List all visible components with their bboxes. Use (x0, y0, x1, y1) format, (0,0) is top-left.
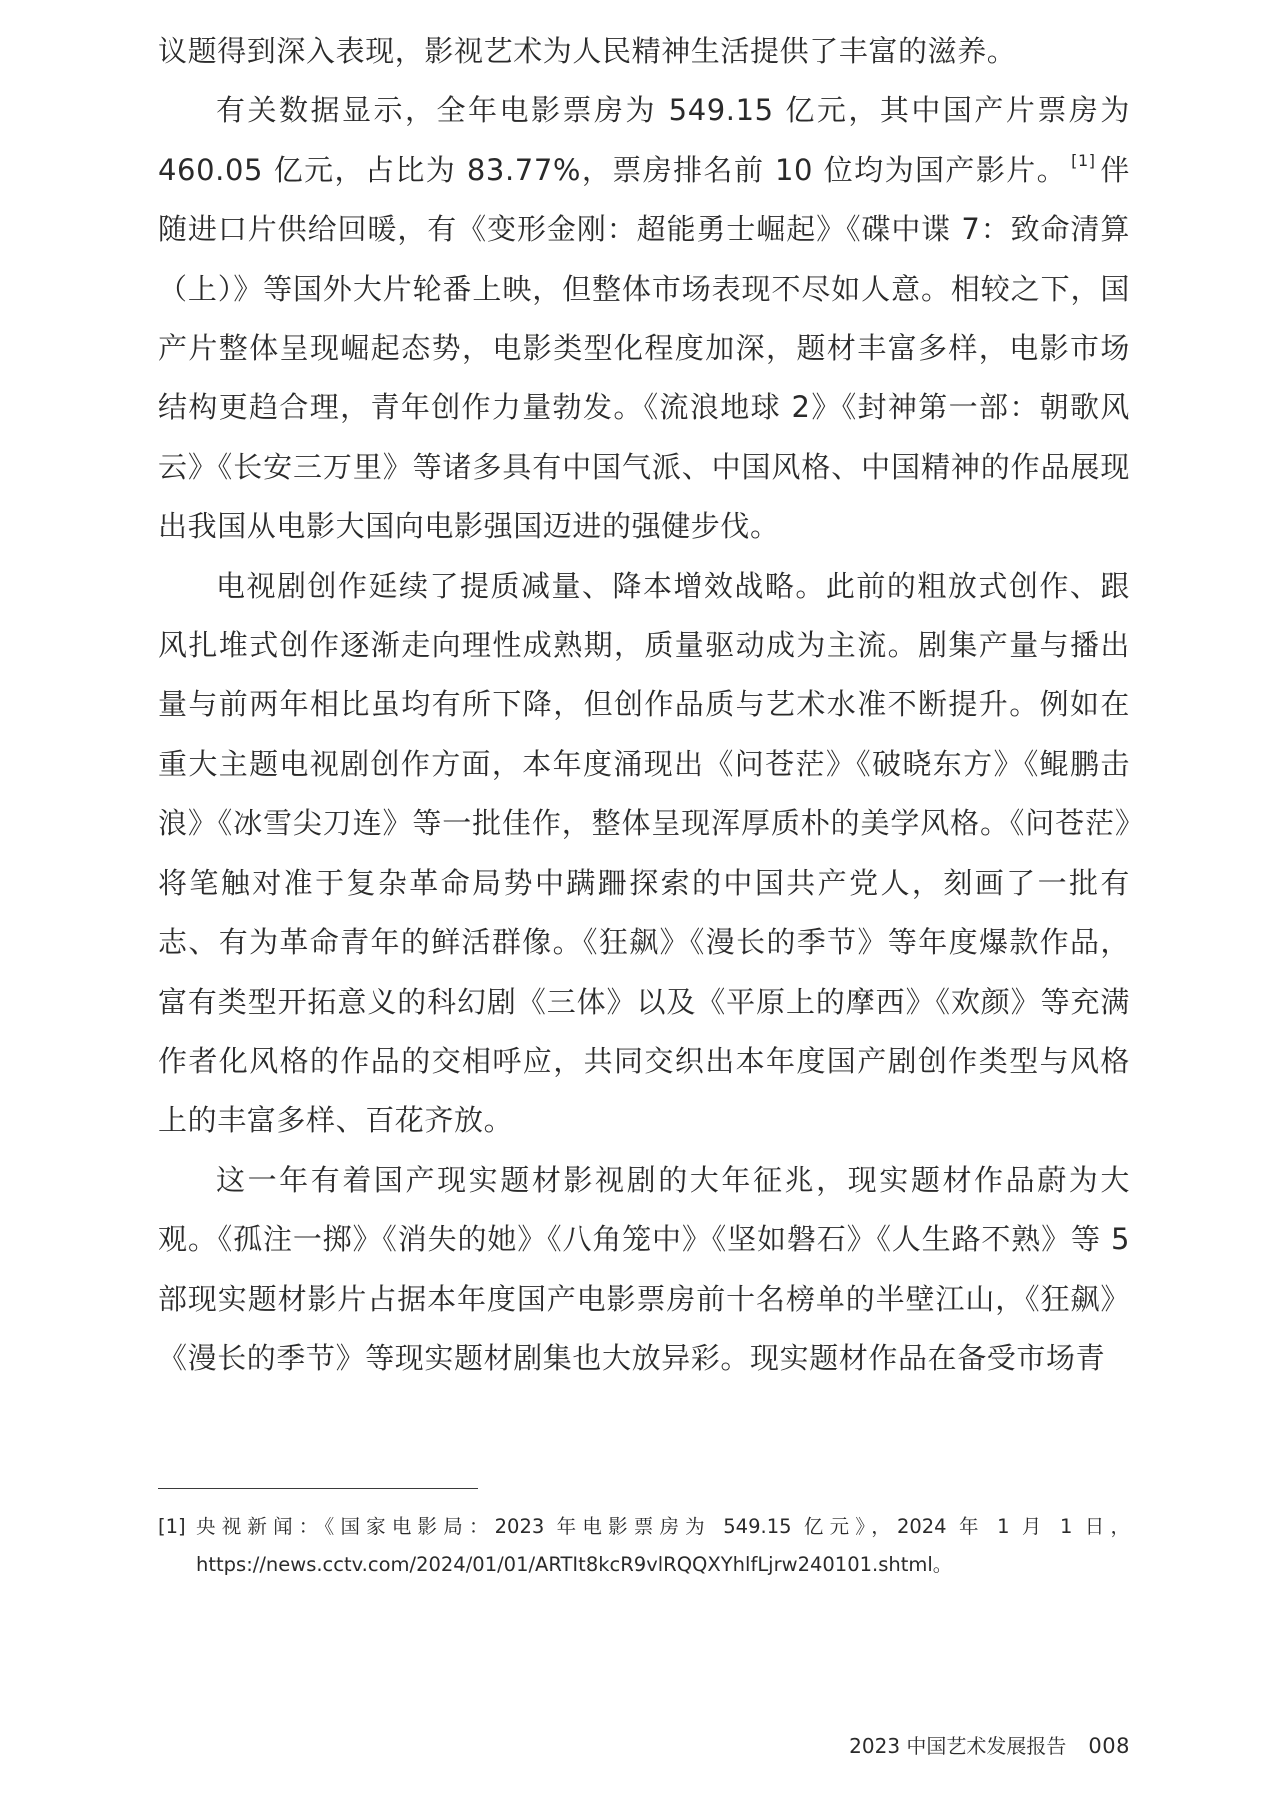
paragraph-text: 有关数据显示，全年电影票房为 549.15 亿元，其中国产片票房为 460.05 亿元，占比为 83.77%，票房排名前 10 位均为国产影片。 (158, 93, 1130, 187)
body-text (158, 22, 1130, 1388)
footnote-reference[interactable]: [1] (1071, 150, 1096, 170)
paragraph-text: 伴随进口片供给回暖，有《变形金刚：超能勇士崛起》《碟中谍 7：致命清算（上）》等国外大片轮番上映，但整体市场表现不尽如人意。相较之下，国产片整体呈现崛起态势，电影类型化程度加深，题材丰富多样，电影市场结构更趋合理，青年创作力量勃发。《流浪地球 2》《封神第一部：朝歌风云》《长安三万里》等诸多具有中国气派、中国风格、中国精神的作品展现出我国从电影大国向电影强国迈进的强健步伐。 (158, 152, 1130, 544)
paragraph-continued: 议题得到深入表现，影视艺术为人民精神生活提供了丰富的滋养。 (158, 34, 1017, 68)
paragraph-tv-drama: 电视剧创作延续了提质减量、降本增效战略。此前的粗放式创作、跟风扎堆式创作逐渐走向理性成熟期，质量驱动成为主流。剧集产量与播出量与前两年相比虽均有所下降，但创作品质与艺术水准不断提升。例如在重大主题电视剧创作方面，本年度涌现出《问苍茫》《破晓东方》《鲲鹏击浪》《冰雪尖刀连》等一批佳作，整体呈现浑厚质朴的美学风格。《问苍茫》将笔触对准于复杂革命局势中蹒跚探索的中国共产党人，刻画了一批有志、有为革命青年的鲜活群像。《狂飙》《漫长的季节》等年度爆款作品，富有类型开拓意义的科幻剧《三体》以及《平原上的摩西》《欢颜》等充满作者化风格的作品的交相呼应，共同交织出本年度国产剧创作类型与风格上的丰富多样、百花齐放。 (158, 568, 1130, 1138)
footnote-mark: [1] (158, 1515, 186, 1538)
running-title: 2023 中国艺术发展报告 (849, 1734, 1067, 1758)
footnote-text: 央视新闻：《国家电影局：2023 年电影票房为 549.15 亿元》，2024 年 1 月 1 日，https://news.cctv.com/2024/01/01/ARTIt8kcR9vlRQQXYhlfLjrw240101.shtml。 (196, 1515, 1130, 1576)
footnote-item (158, 1508, 1130, 1584)
paragraph-box-office (158, 81, 1130, 556)
footnote (158, 1508, 1130, 1584)
page-footer (849, 1730, 1130, 1759)
page-number: 008 (1088, 1734, 1130, 1758)
footnote-divider (158, 1488, 478, 1489)
paragraph-realism: 这一年有着国产现实题材影视剧的大年征兆，现实题材作品蔚为大观。《孤注一掷》《消失的她》《八角笼中》《坚如磐石》《人生路不熟》等 5 部现实题材影片占据本年度国产电影票房前十名榜单的半壁江山，《狂飙》《漫长的季节》等现实题材剧集也大放异彩。现实题材作品在备受市场青 (158, 1162, 1130, 1375)
